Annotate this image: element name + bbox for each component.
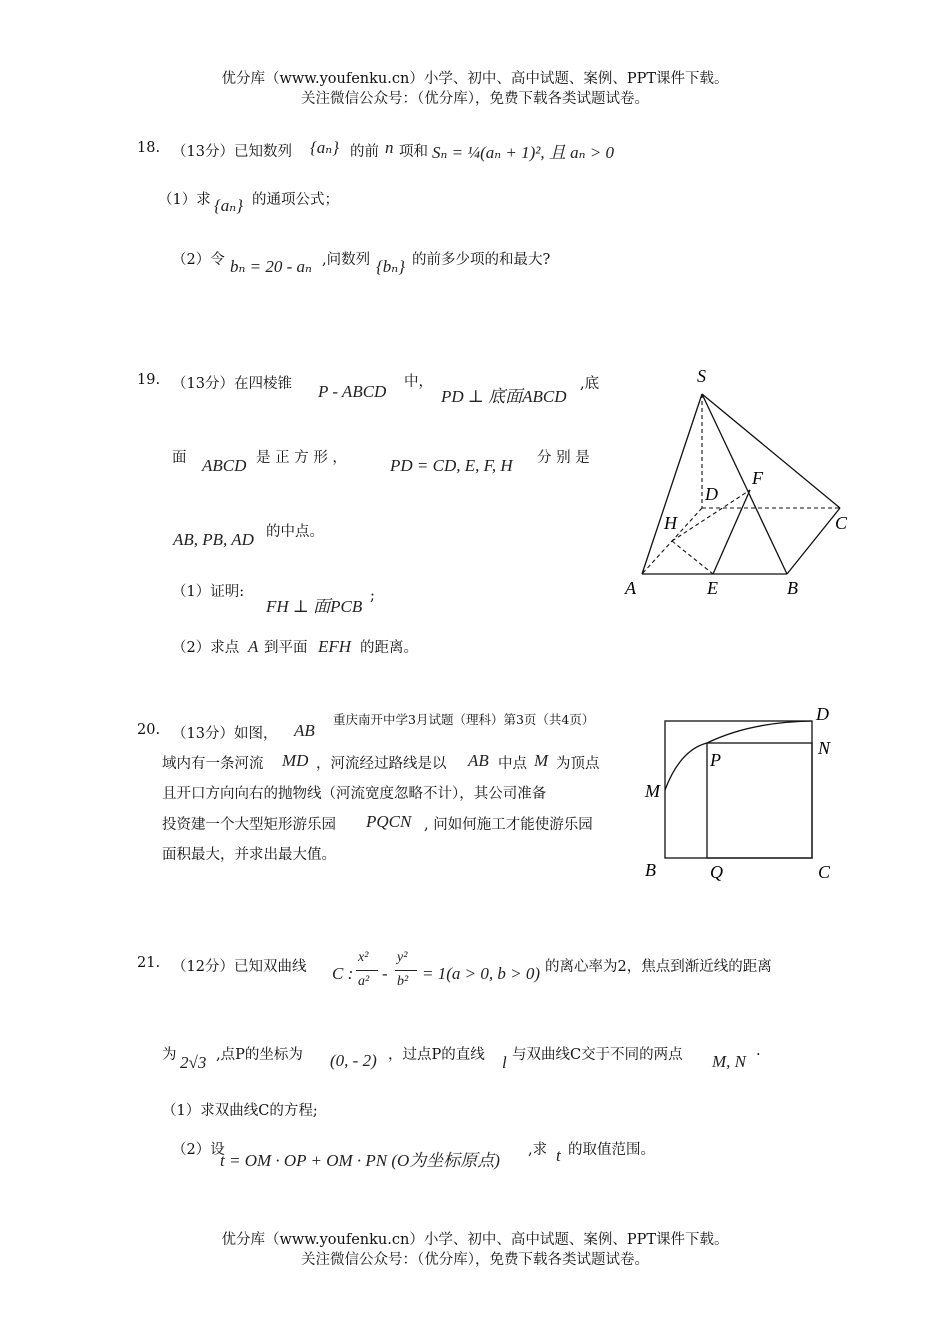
q21-part2-t: t — [556, 1146, 561, 1165]
q19-part1-formula: FH ⊥ 面PCB — [266, 597, 363, 616]
q19-line2-b: 是 正 方 形 ， — [256, 450, 347, 466]
label-C: C — [818, 862, 831, 882]
q21-part1: （1）求双曲线C的方程; — [162, 1103, 318, 1119]
q18-seq-an: {aₙ} — [310, 138, 339, 157]
q21-y2: y² — [397, 950, 408, 965]
edge-SA — [642, 394, 702, 574]
footer-line-1: 优分库（www.youfenku.cn）小学、初中、高中试题、案例、PPT课件下载。 — [221, 1232, 729, 1248]
q21-fraction-bar-1 — [356, 970, 378, 971]
q18-text-1: 的前 — [350, 144, 379, 160]
header-line-1: 优分库（www.youfenku.cn）小学、初中、高中试题、案例、PPT课件下载。 — [221, 71, 729, 87]
q19-part2-A: A — [248, 637, 259, 656]
q18-text-2: 项和 — [399, 144, 428, 160]
q20-AB2: AB — [468, 751, 489, 770]
label-E: E — [707, 578, 718, 598]
q18-part2-text-1: ,问数列 — [322, 252, 371, 268]
q21-b2: b² — [397, 974, 409, 989]
q20-line2-b: ，河流经过路线是以 — [316, 756, 447, 772]
q20-line2-a: 域内有一条河流 — [162, 756, 264, 772]
q19-base: ABCD — [202, 456, 247, 475]
q21-part2-label: （2）设 — [172, 1142, 225, 1158]
q19-part2-text-2: 的距离。 — [360, 640, 418, 656]
q19-text-1: 中， — [404, 374, 433, 390]
q20-line2-c: 中点 — [498, 756, 527, 772]
label-C: C — [835, 513, 848, 533]
rectangle-PQCN — [707, 743, 812, 858]
q20-line3: 且开口方向向右的抛物线（河流宽度忽略不计），其公司准备 — [162, 786, 547, 802]
q18-part2-text-2: 的前多少项的和最大? — [412, 252, 551, 268]
q21-line-l: l — [502, 1053, 507, 1072]
q20-score: （13分）如图， — [172, 726, 278, 742]
q21-line2-b: ,点P的坐标为 — [216, 1047, 303, 1063]
q21-text-1: 的离心率为2，焦点到渐近线的距离 — [545, 959, 772, 975]
q19-midpoints: AB, PB, AD — [173, 530, 254, 549]
q21-distance: 2√3 — [180, 1053, 207, 1072]
q19-part1-end: ; — [370, 588, 375, 604]
q18-score: （13分）已知数列 — [172, 144, 292, 160]
q19-pyramid: P - ABCD — [318, 382, 387, 401]
q18-part2-formula: bₙ = 20 - aₙ — [230, 257, 312, 276]
label-P: P — [710, 750, 721, 770]
q18-part1-label: （1）求 — [158, 192, 211, 208]
label-F: F — [752, 468, 763, 488]
q21-eq-rest: = 1(a > 0, b > 0) — [422, 964, 540, 983]
q18-number: 18. — [137, 140, 161, 156]
outer-rectangle-ABCD — [665, 721, 812, 858]
label-Q: Q — [710, 862, 723, 882]
q21-fraction-bar-2 — [395, 970, 417, 971]
q19-part1-label: （1）证明: — [172, 584, 245, 600]
q20-AB: AB — [294, 721, 315, 740]
q21-number: 21. — [137, 955, 161, 971]
q19-condition: PD ⊥ 底面ABCD — [441, 387, 567, 406]
label-S: S — [697, 366, 706, 386]
q18-part1-seq: {aₙ} — [214, 196, 243, 215]
q19-line3: 的中点。 — [266, 524, 324, 540]
q19-part2-text-1: 到平面 — [264, 640, 308, 656]
q19-part2-label: （2）求点 — [172, 640, 240, 656]
label-B: B — [645, 860, 656, 880]
q18-part2-label: （2）令 — [172, 252, 225, 268]
label-D: D — [705, 484, 718, 504]
q19-score: （13分）在四棱锥 — [172, 376, 292, 392]
label-M: M — [645, 781, 660, 801]
river-parabola-MD — [665, 721, 812, 790]
q19-line2-a: 面 — [172, 450, 187, 466]
q19-part2-plane: EFH — [318, 637, 352, 656]
q18-part2-seq: {bₙ} — [376, 257, 405, 276]
header-line-2: 关注微信公众号：（优分库），免费下载各类试题试卷。 — [301, 91, 649, 107]
q21-a2: a² — [358, 974, 370, 989]
q19-number: 19. — [137, 372, 161, 388]
q20-PQCN: PQCN — [366, 812, 412, 831]
page-footer-mid: 重庆南开中学3月试题（理科）第3页（共4页） — [333, 712, 595, 727]
q21-C-label: C : — [332, 964, 354, 983]
footer-line-2: 关注微信公众号：（优分库），免费下载各类试题试卷。 — [301, 1252, 649, 1268]
q21-line2-c: ，过点P的直线 — [388, 1047, 485, 1063]
q21-part2-formula: t = OM · OP + OM · PN (O为坐标原点) — [220, 1151, 500, 1170]
q19-equation: PD = CD, E, F, H — [390, 456, 513, 475]
q21-line2-d: 与双曲线C交于不同的两点 — [512, 1047, 683, 1063]
label-D: D — [816, 704, 829, 724]
label-H: H — [664, 513, 677, 533]
parabola-figure — [640, 700, 840, 885]
edge-SC — [702, 394, 840, 508]
label-N: N — [818, 738, 831, 758]
q21-MN: M, N — [712, 1052, 746, 1071]
q19-text-2: ,底 — [580, 376, 600, 392]
label-B: B — [787, 578, 798, 598]
q20-M: M — [534, 751, 549, 770]
q20-number: 20. — [137, 722, 161, 738]
q20-line5: 面积最大，并求出最大值。 — [162, 847, 336, 863]
q20-MD: MD — [282, 751, 309, 770]
q21-line2-e: . — [756, 1043, 761, 1059]
q20-line4-a: 投资建一个大型矩形游乐园 — [162, 817, 336, 833]
label-A: A — [625, 578, 636, 598]
q18-part1-text: 的通项公式； — [252, 192, 339, 208]
q20-line4-b: , 问如何施工才能使游乐园 — [424, 817, 593, 833]
q21-part2-text-2: 的取值范围。 — [568, 1142, 655, 1158]
segment-HE-hidden — [672, 541, 713, 574]
q21-score: （12分）已知双曲线 — [172, 959, 307, 975]
q19-line2-c: 分 别 是 — [537, 450, 590, 466]
q18-n: n — [385, 138, 394, 157]
q21-part2-text-1: ,求 — [528, 1142, 548, 1158]
q21-line2-a: 为 — [162, 1047, 177, 1063]
pyramid-figure — [615, 362, 865, 602]
q18-formula: Sₙ = ¼(aₙ + 1)², 且 aₙ > 0 — [432, 143, 615, 162]
q20-line2-d: 为顶点 — [556, 756, 600, 772]
edge-BC — [787, 508, 840, 574]
q21-minus: - — [382, 964, 388, 983]
q21-P-coord: (0, - 2) — [330, 1051, 377, 1070]
q21-x2: x² — [358, 950, 369, 965]
